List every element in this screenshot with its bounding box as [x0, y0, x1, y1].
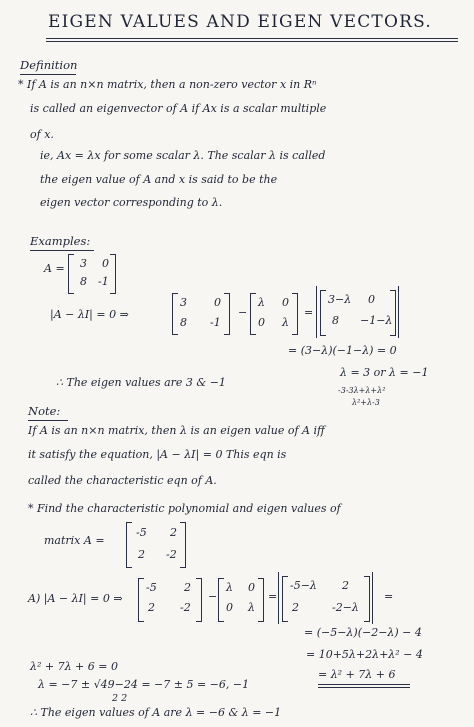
solution-minus: − [208, 590, 218, 603]
solution-step-2: = 10+5λ+2λ+λ² − 4 [306, 648, 423, 661]
title-underline [46, 38, 458, 39]
example-m1-left-bracket [172, 293, 178, 335]
solution-equals-2: = [384, 590, 394, 603]
example-char-eq-label: |A − λI| = 0 ⇒ [50, 308, 129, 321]
definition-underline [20, 74, 76, 75]
solution-m1-a21: 2 [148, 601, 155, 614]
example-A-label: A = [44, 262, 65, 275]
example-m3-left-bracket [320, 290, 326, 336]
example-equals: = [304, 306, 314, 319]
definition-line-1: * If A is an n×n matrix, then a non-zero vector x in Rⁿ [18, 78, 317, 91]
solution-m1-a22: -2 [180, 601, 191, 614]
solution-step-3: = λ² + 7λ + 6 [318, 668, 396, 681]
example-A-a11: 3 [80, 257, 87, 270]
example-m3-a22: −1−λ [360, 314, 393, 327]
note-line-3: called the characteristic eqn of A. [28, 474, 217, 487]
example-m2-a22: λ [282, 316, 289, 329]
problem-A-a22: -2 [166, 548, 177, 561]
solution-m2-a12: 0 [248, 581, 255, 594]
example-m2-left-bracket [250, 293, 256, 335]
example-det-left-bar [316, 286, 317, 338]
example-m3-a11: 3−λ [328, 293, 352, 306]
problem-A-a12: 2 [170, 526, 177, 539]
example-A-a12: 0 [102, 257, 109, 270]
example-conclusion: ∴ The eigen values are 3 & −1 [56, 376, 226, 389]
solution-m3-a21: 2 [292, 601, 299, 614]
definition-line-3: of x. [30, 128, 54, 141]
solution-m1-a11: -5 [146, 581, 157, 594]
solution-quadratic: λ² + 7λ + 6 = 0 [30, 660, 118, 673]
solution-m2-a22: λ [248, 601, 255, 614]
problem-line-2: matrix A = [44, 534, 105, 547]
solution-m3-a12: 2 [342, 579, 349, 592]
problem-A-a11: -5 [136, 526, 147, 539]
note-underline [28, 420, 68, 421]
definition-heading: Definition [20, 58, 78, 72]
solution-m2-a21: 0 [226, 601, 233, 614]
definition-line-2: is called an eigenvector of A if Ax is a scalar multiple [30, 102, 327, 115]
page-title: EIGEN VALUES AND EIGEN VECTORS. [48, 12, 432, 32]
definition-line-4: ie, Ax = λx for some scalar λ. The scalar λ is called [40, 149, 326, 162]
example-A-right-bracket [110, 254, 116, 294]
examples-underline [30, 250, 94, 251]
problem-line-1: * Find the characteristic polynomial and eigen values of [28, 502, 341, 515]
solution-m3-left-bracket [282, 576, 288, 622]
note-line-2: it satisfy the equation, |A − λI| = 0 This eqn is [28, 448, 287, 461]
problem-A-left-bracket [126, 522, 132, 568]
example-m2-right-bracket [292, 293, 298, 335]
example-m1-a21: 8 [180, 316, 187, 329]
note-heading: Note: [28, 404, 61, 418]
example-step-1: = (3−λ)(−1−λ) = 0 [288, 344, 397, 357]
solution-m3-a11: -5−λ [290, 579, 317, 592]
definition-line-6: eigen vector corresponding to λ. [40, 196, 223, 209]
solution-m1-a12: 2 [184, 581, 191, 594]
example-m1-a22: -1 [210, 316, 221, 329]
solution-step-3-underline-2 [318, 687, 410, 688]
example-m2-a11: λ [258, 296, 265, 309]
example-m3-a12: 0 [368, 293, 375, 306]
solution-formula: λ = −7 ± √49−24 = −7 ± 5 = −6, −1 [38, 678, 250, 691]
example-scribble-2: λ²+λ-3 [352, 398, 380, 407]
problem-A-right-bracket [180, 522, 186, 568]
solution-equals: = [268, 590, 278, 603]
example-A-a22: -1 [98, 275, 109, 288]
example-scribble-1: -3-3λ+λ+λ² [338, 386, 386, 395]
example-m2-a21: 0 [258, 316, 265, 329]
solution-step-3-underline [318, 684, 410, 685]
solution-det-left-bar [278, 572, 279, 624]
example-A-a21: 8 [80, 275, 87, 288]
solution-m3-right-bracket [364, 576, 370, 622]
solution-step-1: = (−5−λ)(−2−λ) − 4 [304, 626, 422, 639]
solution-m1-left-bracket [138, 578, 144, 622]
definition-line-5: the eigen value of A and x is said to be the [40, 173, 278, 186]
example-minus: − [238, 306, 248, 319]
example-m1-a12: 0 [214, 296, 221, 309]
solution-m2-right-bracket [258, 578, 264, 622]
examples-heading: Examples: [30, 234, 91, 248]
example-m3-right-bracket [390, 290, 396, 336]
solution-m3-a22: -2−λ [332, 601, 359, 614]
solution-m2-left-bracket [218, 578, 224, 622]
solution-prefix: A) |A − λI| = 0 ⇒ [28, 592, 123, 605]
note-line-1: If A is an n×n matrix, then λ is an eigen value of A iff [28, 424, 325, 437]
example-m2-a12: 0 [282, 296, 289, 309]
problem-A-a21: 2 [138, 548, 145, 561]
example-m1-a11: 3 [180, 296, 187, 309]
example-m1-right-bracket [224, 293, 230, 335]
solution-formula-denominator: 2 2 [112, 693, 128, 704]
example-step-2: λ = 3 or λ = −1 [340, 366, 429, 379]
solution-m2-a11: λ [226, 581, 233, 594]
solution-conclusion: ∴ The eigen values of A are λ = −6 & λ = −1 [30, 706, 282, 719]
example-m3-a21: 8 [332, 314, 339, 327]
example-det-right-bar [398, 286, 399, 338]
example-A-left-bracket [68, 254, 74, 294]
solution-det-right-bar [372, 572, 373, 624]
solution-m1-right-bracket [196, 578, 202, 622]
title-underline-2 [46, 41, 458, 42]
